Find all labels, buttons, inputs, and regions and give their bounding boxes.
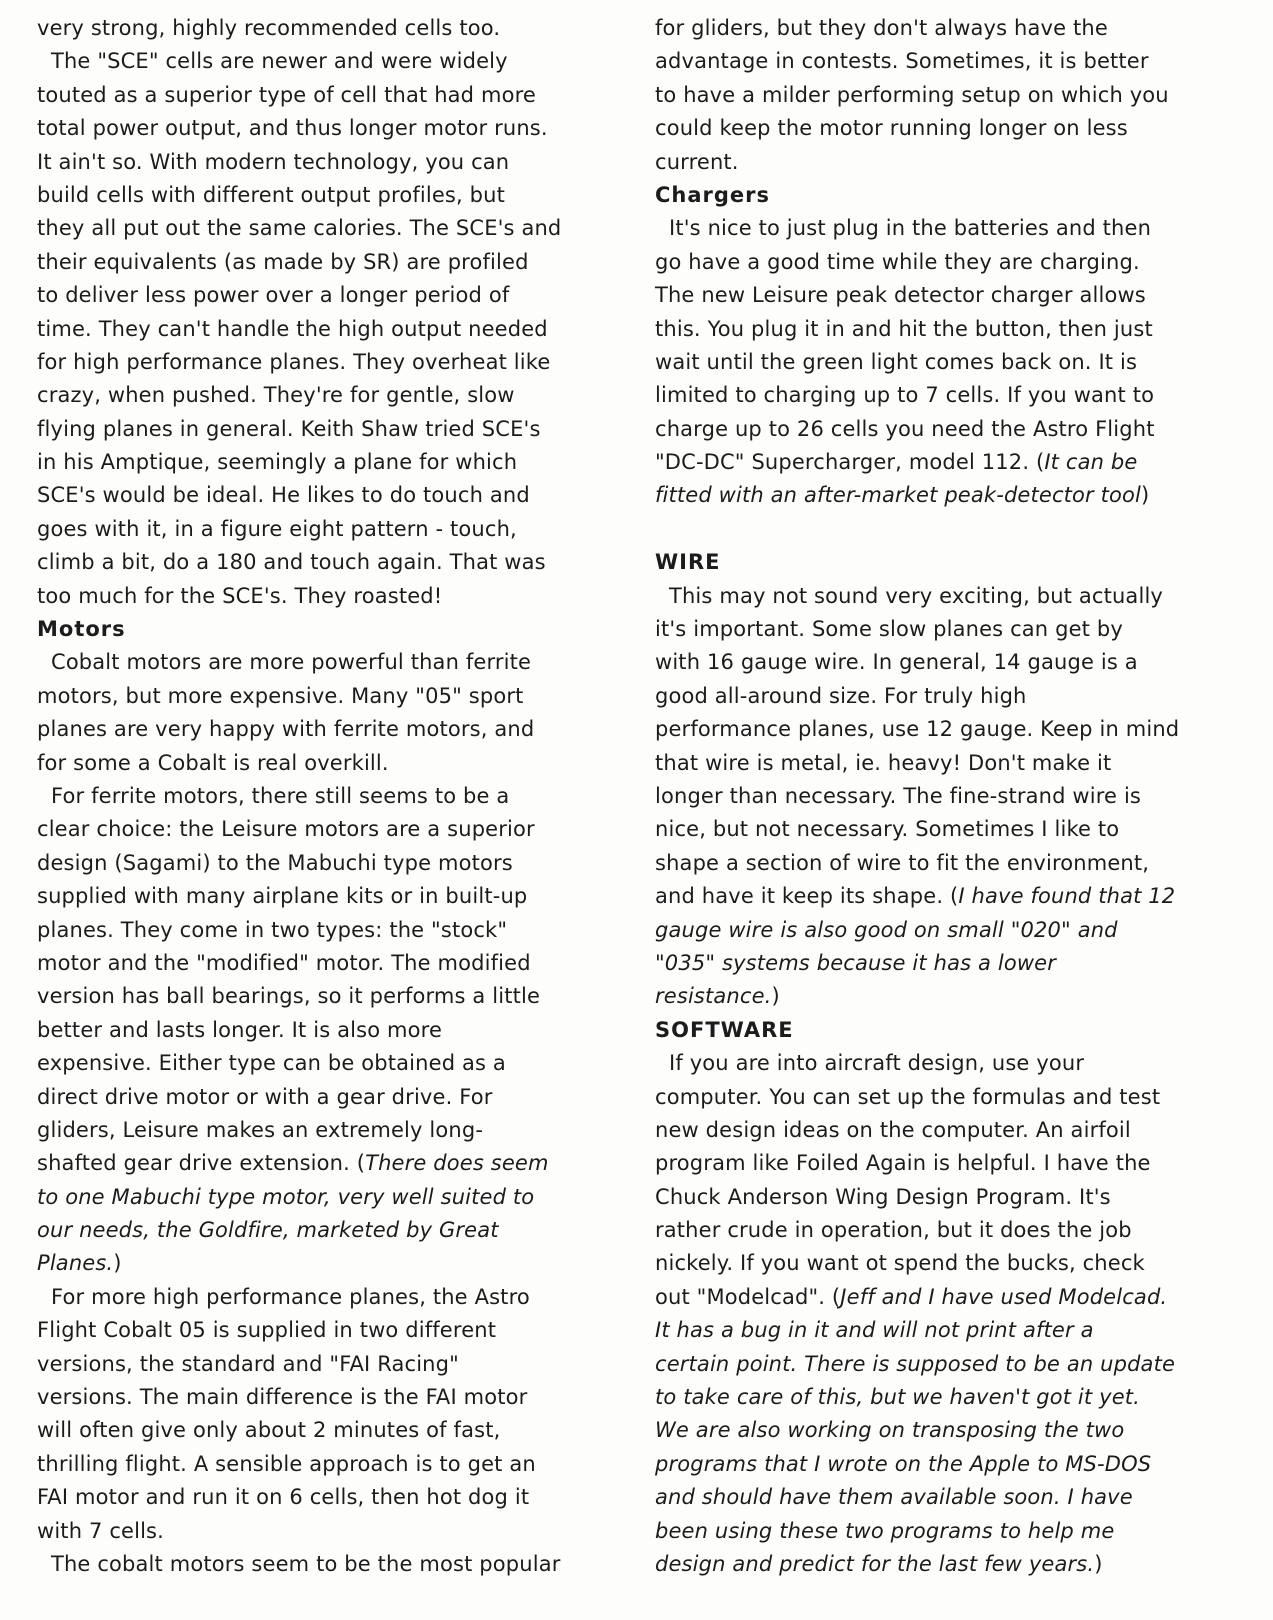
text-line — [655, 713, 1235, 746]
text-line — [37, 1247, 622, 1280]
line-text: could keep the motor running longer on less — [655, 116, 1128, 141]
line-text: nickely. If you want ot spend the bucks, check — [655, 1251, 1145, 1276]
text-line — [37, 45, 622, 78]
text-line — [655, 479, 1235, 512]
line-text: touted as a superior type of cell that had more — [37, 82, 536, 107]
text-line — [37, 346, 622, 379]
line-text: clear choice: the Leisure motors are a superior — [37, 817, 535, 842]
text-line — [37, 646, 622, 679]
text-line — [37, 847, 622, 880]
text-line — [655, 1247, 1235, 1280]
text-line — [655, 12, 1235, 45]
line-text: Chuck Anderson Wing Design Program. It's — [655, 1184, 1111, 1209]
text-line — [37, 146, 622, 179]
text-line — [655, 1414, 1235, 1447]
line-text: longer than necessary. The fine-strand wire is — [655, 783, 1142, 808]
text-line — [655, 1081, 1235, 1114]
text-line — [37, 1515, 622, 1548]
line-text: design (Sagami) to the Mabuchi type motors — [37, 850, 513, 875]
text-line — [655, 1114, 1235, 1147]
line-text: will often give only about 2 minutes of fast, — [37, 1418, 501, 1443]
text-line — [655, 379, 1235, 412]
closing-paren: ) — [771, 984, 780, 1009]
text-line — [37, 1548, 622, 1581]
text-line — [655, 847, 1235, 880]
line-text: Motors — [37, 617, 126, 642]
section-heading — [655, 546, 1235, 579]
text-line — [37, 513, 622, 546]
italic-note: It can be — [1044, 450, 1138, 475]
text-line — [37, 546, 622, 579]
line-text: nice, but not necessary. Sometimes I like to — [655, 817, 1120, 842]
text-line — [655, 580, 1235, 613]
line-text: total power output, and thus longer motor runs. — [37, 116, 548, 141]
text-line — [37, 780, 622, 813]
text-line — [37, 79, 622, 112]
text-line — [37, 313, 622, 346]
line-text: motors, but more expensive. Many "05" sport — [37, 683, 524, 708]
text-line — [655, 346, 1235, 379]
line-text: it's important. Some slow planes can get by — [655, 617, 1123, 642]
italic-note: programs that I wrote on the Apple to MS-DOS — [655, 1451, 1152, 1476]
line-text: to deliver less power over a longer period of — [37, 283, 510, 308]
line-text: planes. They come in two types: the "stock" — [37, 917, 508, 942]
right-column — [655, 12, 1235, 1581]
line-text: too much for the SCE's. They roasted! — [37, 583, 443, 608]
line-text: If you are into aircraft design, use your — [669, 1051, 1085, 1076]
text-line — [655, 1481, 1235, 1514]
text-line — [655, 146, 1235, 179]
text-line — [655, 1515, 1235, 1548]
text-line — [37, 1381, 622, 1414]
text-line — [655, 1314, 1235, 1347]
line-text: shafted gear drive extension. ( — [37, 1151, 366, 1176]
line-text: for gliders, but they don't always have the — [655, 16, 1108, 40]
closing-paren: ) — [1141, 483, 1150, 508]
line-text: For more high performance planes, the Astro — [51, 1284, 530, 1309]
line-text: expensive. Either type can be obtained as a — [37, 1051, 506, 1076]
line-text: program like Foiled Again is helpful. I have the — [655, 1151, 1151, 1176]
text-line — [37, 1481, 622, 1514]
italic-note: Jeff and I have used Modelcad. — [840, 1284, 1168, 1309]
line-text: It's nice to just plug in the batteries and then — [669, 216, 1152, 241]
line-text: to have a milder performing setup on which you — [655, 82, 1169, 107]
line-text: This may not sound very exciting, but actually — [669, 583, 1164, 608]
text-line — [655, 947, 1235, 980]
line-text: version has ball bearings, so it performs a little — [37, 984, 541, 1009]
italic-note: It has a bug in it and will not print after a — [655, 1318, 1094, 1343]
italic-note: resistance. — [655, 984, 772, 1009]
text-line — [37, 479, 622, 512]
text-line — [37, 580, 622, 613]
text-line — [655, 613, 1235, 646]
text-line — [655, 79, 1235, 112]
line-text: limited to charging up to 7 cells. If you want to — [655, 383, 1155, 408]
line-text: direct drive motor or with a gear drive. For — [37, 1084, 493, 1109]
italic-note: our needs, the Goldfire, marketed by Great — [37, 1218, 499, 1243]
line-text: SOFTWARE — [655, 1017, 794, 1042]
line-text: supplied with many airplane kits or in built-up — [37, 884, 528, 909]
text-line — [37, 914, 622, 947]
line-text: wait until the green light comes back on. It is — [655, 349, 1138, 374]
text-line — [655, 747, 1235, 780]
line-text: new design ideas on the computer. An airfoil — [655, 1117, 1131, 1142]
text-line — [655, 1147, 1235, 1180]
italic-note: to take care of this, but we haven't got it yet. — [655, 1385, 1140, 1410]
line-text: advantage in contests. Sometimes, it is better — [655, 49, 1149, 74]
text-line — [655, 1181, 1235, 1214]
italic-note: certain point. There is supposed to be an update — [655, 1351, 1176, 1376]
line-text: thrilling flight. A sensible approach is to get an — [37, 1451, 536, 1476]
text-line — [37, 1181, 622, 1214]
line-text: flying planes in general. Keith Shaw tried SCE's — [37, 416, 541, 441]
line-text: for high performance planes. They overheat like — [37, 349, 551, 374]
text-line — [655, 1548, 1235, 1581]
line-text: gliders, Leisure makes an extremely long- — [37, 1117, 484, 1142]
line-text: their equivalents (as made by SR) are profiled — [37, 249, 529, 274]
text-line — [655, 1448, 1235, 1481]
italic-note: been using these two programs to help me — [655, 1518, 1115, 1543]
text-line — [37, 212, 622, 245]
line-text: for some a Cobalt is real overkill. — [37, 750, 389, 775]
text-line — [37, 880, 622, 913]
text-line — [655, 112, 1235, 145]
italic-note: fitted with an after-market peak-detector tool — [655, 483, 1141, 508]
line-text: versions. The main difference is the FAI motor — [37, 1385, 528, 1410]
italic-note: and should have them available soon. I have — [655, 1485, 1133, 1510]
text-line — [37, 980, 622, 1013]
section-heading — [655, 1014, 1235, 1047]
text-line — [655, 45, 1235, 78]
text-line — [655, 646, 1235, 679]
italic-note: design and predict for the last few years. — [655, 1551, 1095, 1576]
italic-note: There does seem — [365, 1151, 549, 1176]
line-text: and have it keep its shape. ( — [655, 884, 959, 909]
line-text: Cobalt motors are more powerful than ferrite — [51, 650, 532, 675]
text-line — [37, 413, 622, 446]
section-heading — [37, 613, 622, 646]
text-line — [655, 1281, 1235, 1314]
text-line — [655, 780, 1235, 813]
text-line — [37, 1014, 622, 1047]
line-text: very strong, highly recommended cells too. — [37, 16, 501, 40]
line-text: The "SCE" cells are newer and were widely — [51, 49, 508, 74]
text-line — [37, 1348, 622, 1381]
line-text: The new Leisure peak detector charger allows — [655, 283, 1146, 308]
line-text: they all put out the same calories. The SCE's and — [37, 216, 562, 241]
line-text: For ferrite motors, there still seems to be a — [51, 783, 510, 808]
line-text: Flight Cobalt 05 is supplied in two different — [37, 1318, 497, 1343]
text-line — [37, 179, 622, 212]
text-line — [37, 279, 622, 312]
text-line — [655, 914, 1235, 947]
text-line — [37, 12, 622, 45]
text-line — [655, 1348, 1235, 1381]
line-text: in his Amptique, seemingly a plane for which — [37, 450, 518, 475]
line-text: FAI motor and run it on 6 cells, then hot dog it — [37, 1485, 530, 1510]
line-text: SCE's would be ideal. He likes to do touch and — [37, 483, 530, 508]
line-text: versions, the standard and "FAI Racing" — [37, 1351, 459, 1376]
text-line — [655, 880, 1235, 913]
line-text: shape a section of wire to fit the environment, — [655, 850, 1150, 875]
line-text: computer. You can set up the formulas and test — [655, 1084, 1161, 1109]
text-line — [655, 980, 1235, 1013]
text-line — [37, 1147, 622, 1180]
text-line — [655, 246, 1235, 279]
text-line — [37, 747, 622, 780]
italic-note: Planes. — [37, 1251, 114, 1276]
italic-note: We are also working on transposing the two — [655, 1418, 1125, 1443]
text-line — [655, 1214, 1235, 1247]
italic-note: "035" systems because it has a lower — [655, 950, 1057, 975]
line-text: WIRE — [655, 550, 721, 575]
line-text: out "Modelcad". ( — [655, 1284, 841, 1309]
text-line — [655, 813, 1235, 846]
text-line — [655, 446, 1235, 479]
text-line — [37, 112, 622, 145]
text-line — [37, 1114, 622, 1147]
line-text: with 7 cells. — [37, 1518, 164, 1543]
text-line — [655, 313, 1235, 346]
italic-note: to one Mabuchi type motor, very well suited to — [37, 1184, 535, 1209]
blank-line — [655, 513, 1235, 546]
text-line — [655, 1047, 1235, 1080]
text-line — [37, 379, 622, 412]
text-line — [655, 680, 1235, 713]
text-line — [37, 1214, 622, 1247]
line-text: that wire is metal, ie. heavy! Don't make it — [655, 750, 1112, 775]
section-heading — [655, 179, 1235, 212]
line-text: motor and the "modified" motor. The modified — [37, 950, 531, 975]
line-text: Chargers — [655, 182, 771, 207]
text-line — [37, 1281, 622, 1314]
line-text: go have a good time while they are charging. — [655, 249, 1140, 274]
text-line — [37, 446, 622, 479]
line-text: with 16 gauge wire. In general, 14 gauge is a — [655, 650, 1138, 675]
text-line — [37, 813, 622, 846]
text-line — [37, 1047, 622, 1080]
line-text: climb a bit, do a 180 and touch again. That was — [37, 550, 546, 575]
text-line — [37, 1448, 622, 1481]
left-column — [37, 12, 622, 1581]
text-line — [37, 1314, 622, 1347]
line-text: crazy, when pushed. They're for gentle, slow — [37, 383, 515, 408]
line-text: "DC-DC" Supercharger, model 112. ( — [655, 450, 1045, 475]
line-text: performance planes, use 12 gauge. Keep in mind — [655, 717, 1180, 742]
line-text: planes are very happy with ferrite motors, and — [37, 717, 535, 742]
italic-note: I have found that 12 — [958, 884, 1176, 909]
text-line — [37, 246, 622, 279]
closing-paren: ) — [113, 1251, 122, 1276]
line-text: current. — [655, 149, 739, 174]
text-line — [655, 413, 1235, 446]
text-line — [37, 1414, 622, 1447]
text-line — [655, 212, 1235, 245]
line-text: goes with it, in a figure eight pattern - touch, — [37, 516, 517, 541]
line-text: charge up to 26 cells you need the Astro Flight — [655, 416, 1155, 441]
closing-paren: ) — [1094, 1551, 1103, 1576]
text-line — [37, 713, 622, 746]
italic-note: gauge wire is also good on small "020" and — [655, 917, 1118, 942]
text-line — [37, 680, 622, 713]
text-line — [655, 1381, 1235, 1414]
line-text: better and lasts longer. It is also more — [37, 1017, 443, 1042]
line-text: It ain't so. With modern technology, you can — [37, 149, 510, 174]
line-text: time. They can't handle the high output needed — [37, 316, 548, 341]
text-line — [37, 1081, 622, 1114]
line-text: The cobalt motors seem to be the most popular — [51, 1551, 561, 1576]
line-text: good all-around size. For truly high — [655, 683, 1027, 708]
line-text: build cells with different output profiles, but — [37, 182, 505, 207]
text-line — [37, 947, 622, 980]
line-text: rather crude in operation, but it does the job — [655, 1218, 1132, 1243]
text-line — [655, 279, 1235, 312]
line-text: this. You plug it in and hit the button, then just — [655, 316, 1153, 341]
